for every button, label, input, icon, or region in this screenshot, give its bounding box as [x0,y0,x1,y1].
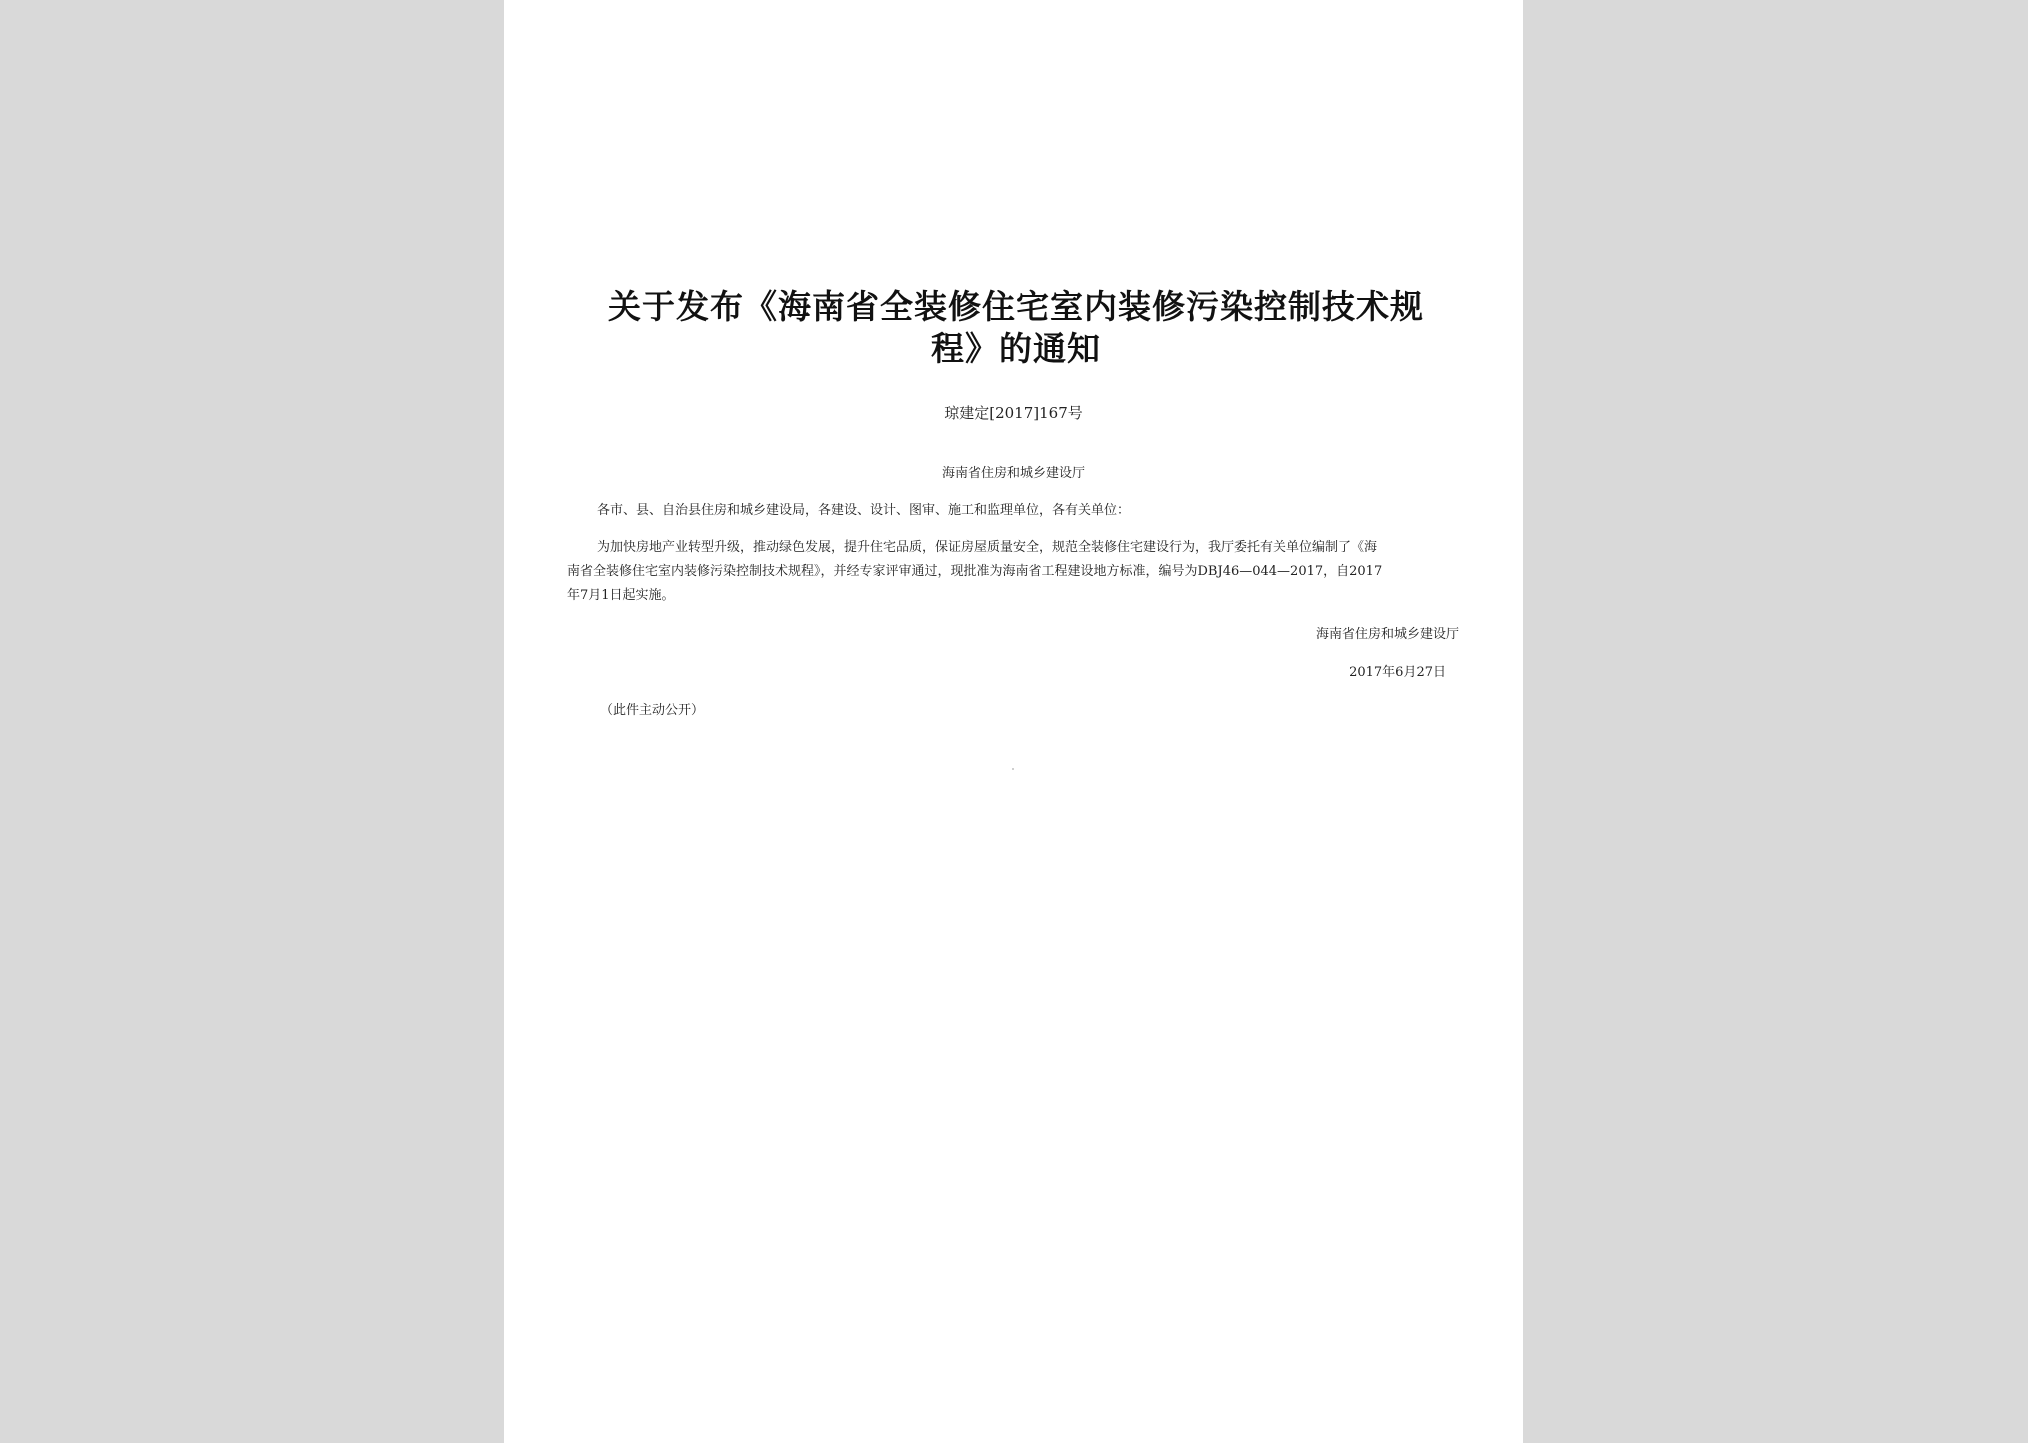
body-line: 南省全装修住宅室内装修污染控制技术规程》，并经专家评审通过，现批准为海南省工程建设地方标准，编号为DBJ46—044—2017，自2017 [567,564,1383,579]
signature-date: 2017年6月27日 [1349,665,1446,680]
document-page [504,0,1523,1443]
body-paragraph [567,536,1464,608]
body-line: 为加快房地产业转型升级，推动绿色发展，提升住宅品质，保证房屋质量安全，规范全装修住宅建设行为，我厅委托有关单位编制了《海 [597,540,1378,555]
body-line: 年7月1日起实施。 [567,588,675,603]
title-line-2: 程》的通知 [931,329,1101,368]
scan-speck [1012,768,1014,770]
signature-organization: 海南省住房和城乡建设厅 [1315,627,1459,642]
title-line-1: 关于发布《海南省全装修住宅室内装修污染控制技术规 [608,287,1424,326]
document-number: 琼建定[2017]167号 [944,404,1083,422]
issuer: 海南省住房和城乡建设厅 [941,466,1085,481]
document-title [570,286,1462,370]
disclosure-note: （此件主动公开） [600,703,705,718]
salutation: 各市、县、自治县住房和城乡建设局，各建设、设计、图审、施工和监理单位，各有关单位： [597,503,1131,518]
